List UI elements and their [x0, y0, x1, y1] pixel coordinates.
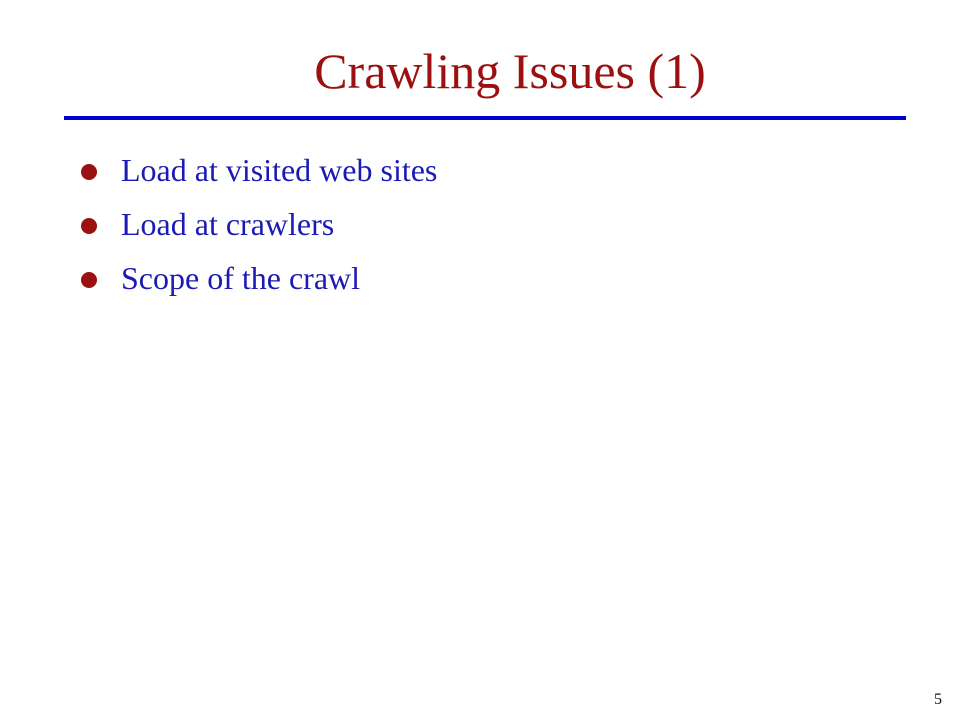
title-divider	[64, 116, 906, 120]
page-number: 5	[934, 691, 942, 708]
bullet-dot-icon	[81, 164, 97, 180]
bullet-item	[0, 198, 700, 248]
bullet-item	[0, 144, 700, 194]
bullet-text: Load at crawlers	[121, 206, 335, 242]
bullet-dot-icon	[81, 272, 97, 288]
bullet-text: Scope of the crawl	[121, 260, 361, 296]
bullet-item	[0, 252, 700, 302]
bullet-text: Load at visited web sites	[121, 152, 438, 188]
bullet-dot-icon	[81, 218, 97, 234]
slide-title: Crawling Issues (1)	[314, 43, 706, 99]
